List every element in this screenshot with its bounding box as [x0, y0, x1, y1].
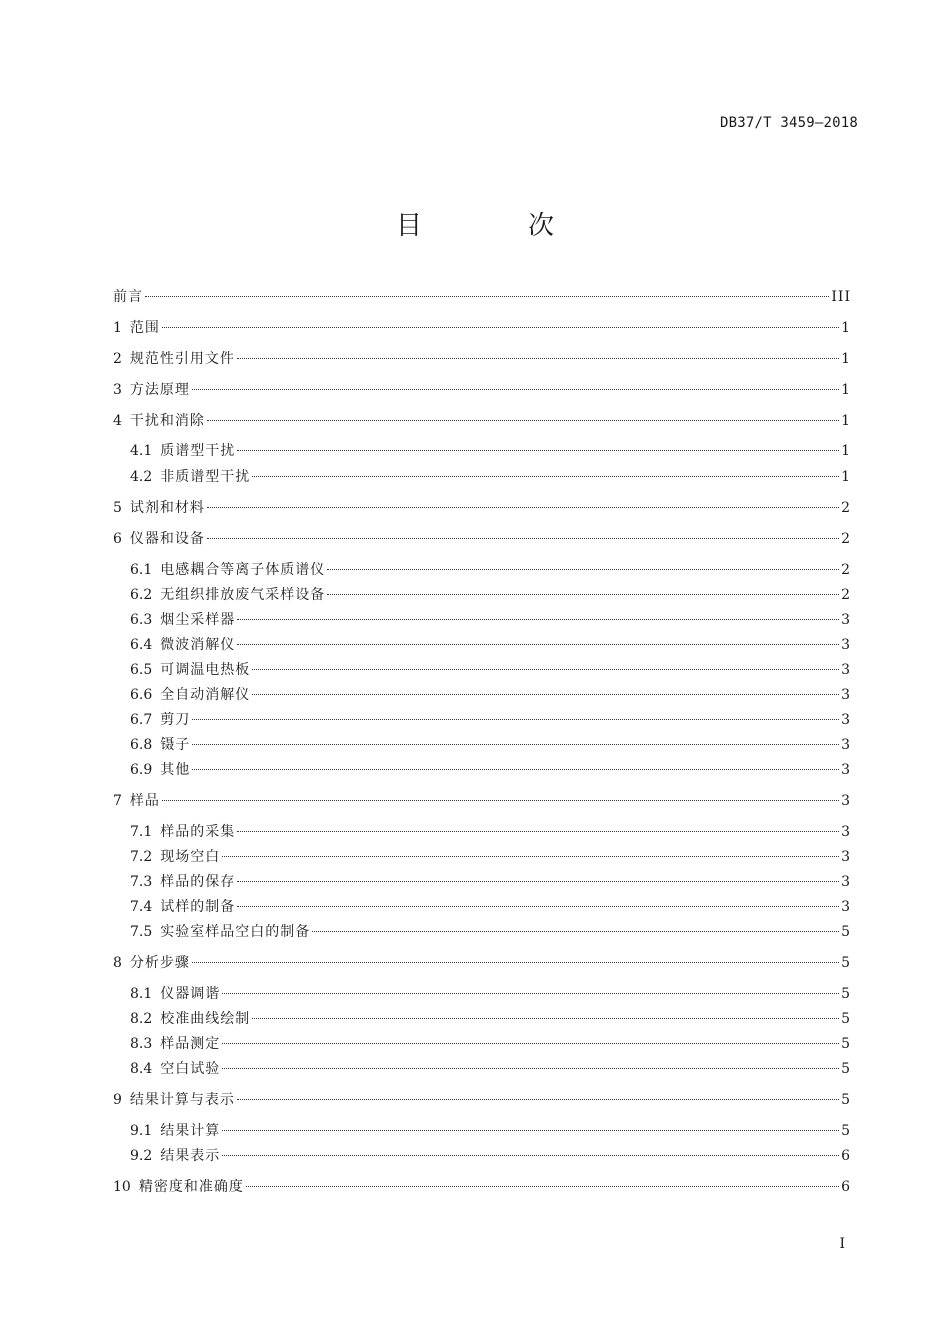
toc-entry[interactable] [130, 1059, 851, 1079]
toc-entry[interactable] [130, 560, 851, 580]
toc-entry-page: 3 [841, 662, 851, 678]
toc-entry[interactable] [130, 441, 851, 461]
toc-entry-page: 2 [841, 562, 851, 578]
toc-entry-number: 7.5 [130, 924, 153, 940]
toc-entry-page: 3 [841, 762, 851, 778]
toc-entry-number: 6.7 [130, 712, 153, 728]
toc-entry-title: 现场空白 [160, 849, 221, 865]
toc-entry-title: 微波消解仪 [160, 637, 236, 653]
dot-leader [222, 856, 839, 857]
toc-entry-page: 1 [841, 382, 851, 398]
toc-entry[interactable] [130, 685, 851, 705]
toc-entry-title: 空白试验 [160, 1061, 221, 1077]
toc-entry-page: 3 [841, 793, 851, 809]
toc-entry-number: 7.1 [130, 824, 153, 840]
toc-entry-page: 1 [841, 413, 851, 429]
toc-entry[interactable] [130, 710, 851, 730]
toc-entry-number: 6.9 [130, 762, 153, 778]
toc-entry-number: 6.4 [130, 637, 153, 653]
dot-leader [162, 327, 839, 328]
dot-leader [237, 881, 839, 882]
toc-entry-page: 1 [841, 443, 851, 459]
toc-entry-title: 规范性引用文件 [129, 351, 235, 367]
toc-entry-title: 剪刀 [160, 712, 191, 728]
toc-entry-title: 范围 [129, 320, 160, 336]
toc-entry[interactable] [130, 984, 851, 1004]
toc-entry[interactable] [130, 467, 851, 487]
toc-entry[interactable] [130, 585, 851, 605]
toc-entry[interactable] [130, 897, 851, 917]
dot-leader [252, 1018, 839, 1019]
toc-entry-title: 分析步骤 [129, 955, 190, 971]
toc-entry-page: 5 [841, 1011, 851, 1027]
toc-entry-page: 3 [841, 849, 851, 865]
dot-leader [237, 644, 839, 645]
dot-leader [222, 1130, 839, 1131]
toc-entry-title: 仪器和设备 [129, 531, 205, 547]
dot-leader [246, 1186, 839, 1187]
toc-entry-number: 8.3 [130, 1036, 153, 1052]
toc-entry-title: 电感耦合等离子体质谱仪 [160, 562, 326, 578]
toc-entry-number: 6.1 [130, 562, 153, 578]
toc-entry-number: 9 [113, 1092, 122, 1108]
toc-entry[interactable] [130, 922, 851, 942]
toc-entry-page: 3 [841, 612, 851, 628]
toc-entry-title: 校准曲线绘制 [160, 1011, 251, 1027]
standard-number: DB37/T 3459—2018 [719, 115, 858, 131]
dot-leader [327, 594, 839, 595]
dot-leader [192, 719, 839, 720]
toc-entry-number: 4 [113, 413, 122, 429]
toc-entry[interactable] [130, 1009, 851, 1029]
toc-entry[interactable] [130, 1146, 851, 1166]
toc-entry-title: 精密度和准确度 [138, 1179, 244, 1195]
toc-entry-page: 3 [841, 637, 851, 653]
toc-entry-number: 4.1 [130, 443, 153, 459]
toc-entry-number: 6.5 [130, 662, 153, 678]
toc-entry-page: 5 [841, 986, 851, 1002]
toc-entry[interactable] [113, 791, 851, 811]
toc-entry-page: 2 [841, 587, 851, 603]
toc-entry-page: 3 [841, 687, 851, 703]
toc-entry-number: 8.2 [130, 1011, 153, 1027]
toc-entry-number: 6.3 [130, 612, 153, 628]
toc-entry-title: 全自动消解仪 [160, 687, 251, 703]
dot-leader [207, 507, 839, 508]
toc-entry[interactable] [113, 380, 851, 400]
dot-leader [237, 831, 839, 832]
toc-entry-title: 样品 [129, 793, 160, 809]
toc-entry-number: 8.1 [130, 986, 153, 1002]
toc-entry-title: 结果计算 [160, 1123, 221, 1139]
toc-entry-number: 7.3 [130, 874, 153, 890]
toc-entry-title: 仪器调谐 [160, 986, 221, 1002]
toc-entry-page: 3 [841, 899, 851, 915]
toc-entry-page: 1 [841, 351, 851, 367]
toc-entry-page: 3 [841, 737, 851, 753]
toc-entry[interactable] [130, 735, 851, 755]
toc-entry-title: 镊子 [160, 737, 191, 753]
toc-entry-title: 干扰和消除 [129, 413, 205, 429]
dot-leader [312, 931, 839, 932]
toc-entry-page: 3 [841, 874, 851, 890]
toc-entry-page: 5 [841, 955, 851, 971]
dot-leader [222, 993, 839, 994]
toc-entry-number: 6 [113, 531, 122, 547]
toc-entry-number: 9.1 [130, 1123, 153, 1139]
toc-entry-title: 其他 [160, 762, 191, 778]
dot-leader [252, 669, 839, 670]
toc-entry-title: 样品的采集 [160, 824, 236, 840]
toc-entry-page: 1 [841, 320, 851, 336]
toc-entry-number: 7 [113, 793, 122, 809]
dot-leader [207, 420, 839, 421]
toc-entry-page: III [831, 289, 851, 305]
toc-entry-title: 前言 [113, 289, 143, 305]
dot-leader [327, 569, 839, 570]
toc-entry-page: 3 [841, 712, 851, 728]
toc-entry-title: 可调温电热板 [160, 662, 251, 678]
dot-leader [192, 744, 839, 745]
toc-entry[interactable] [130, 1034, 851, 1054]
toc-entry-number: 6.8 [130, 737, 153, 753]
toc-entry-number: 6.6 [130, 687, 153, 703]
toc-entry-number: 9.2 [130, 1148, 153, 1164]
toc-entry[interactable] [113, 953, 851, 973]
dot-leader [222, 1155, 839, 1156]
toc-entry-title: 样品的保存 [160, 874, 236, 890]
toc-entry-number: 10 [113, 1179, 131, 1195]
dot-leader [192, 769, 839, 770]
toc-entry-number: 5 [113, 500, 122, 516]
toc-entry[interactable] [113, 349, 851, 369]
toc-entry-number: 8.4 [130, 1061, 153, 1077]
toc-entry-number: 7.2 [130, 849, 153, 865]
toc-entry-page: 5 [841, 1036, 851, 1052]
toc-entry[interactable] [130, 760, 851, 780]
dot-leader [237, 1099, 839, 1100]
dot-leader [237, 906, 839, 907]
dot-leader [162, 800, 839, 801]
dot-leader [237, 358, 839, 359]
dot-leader [192, 962, 839, 963]
toc-entry-title: 结果表示 [160, 1148, 221, 1164]
toc-entry[interactable] [113, 1090, 851, 1110]
toc-entry-page: 1 [841, 469, 851, 485]
dot-leader [237, 619, 839, 620]
toc-entry-title: 样品测定 [160, 1036, 221, 1052]
toc-entry-page: 5 [841, 1123, 851, 1139]
dot-leader [145, 296, 829, 297]
toc-entry[interactable] [130, 822, 851, 842]
toc-entry[interactable] [130, 635, 851, 655]
dot-leader [252, 476, 839, 477]
toc-entry-title: 方法原理 [129, 382, 190, 398]
toc-entry[interactable] [130, 847, 851, 867]
dot-leader [222, 1043, 839, 1044]
toc-entry-page: 5 [841, 924, 851, 940]
page-number: I [839, 1236, 845, 1252]
toc-entry-number: 4.2 [130, 469, 153, 485]
toc-entry-number: 8 [113, 955, 122, 971]
toc-entry-title: 非质谱型干扰 [160, 469, 251, 485]
toc-entry-page: 5 [841, 1061, 851, 1077]
dot-leader [237, 450, 839, 451]
toc-entry-number: 2 [113, 351, 122, 367]
toc-entry[interactable] [113, 411, 851, 431]
toc-entry-title: 无组织排放废气采样设备 [160, 587, 326, 603]
toc-entry-number: 3 [113, 382, 122, 398]
toc-entry[interactable] [113, 498, 851, 518]
toc-entry-title: 质谱型干扰 [160, 443, 236, 459]
toc-entry-title: 实验室样品空白的制备 [160, 924, 311, 940]
toc-entry[interactable] [113, 529, 851, 549]
toc-entry[interactable] [130, 660, 851, 680]
toc-entry-number: 6.2 [130, 587, 153, 603]
page-title: 目 次 [395, 211, 594, 241]
toc-entry-title: 试剂和材料 [129, 500, 205, 516]
toc-entry-number: 7.4 [130, 899, 153, 915]
dot-leader [192, 389, 839, 390]
toc-entry[interactable] [130, 872, 851, 892]
toc-entry[interactable] [113, 287, 851, 307]
toc-entry[interactable] [113, 1177, 851, 1197]
toc-entry-page: 3 [841, 824, 851, 840]
toc-entry[interactable] [113, 318, 851, 338]
toc-entry-title: 试样的制备 [160, 899, 236, 915]
toc-entry-page: 5 [841, 1092, 851, 1108]
toc-entry-page: 6 [841, 1179, 851, 1195]
dot-leader [252, 694, 839, 695]
toc-entry-title: 烟尘采样器 [160, 612, 236, 628]
toc-entry[interactable] [130, 1121, 851, 1141]
toc-entry-page: 2 [841, 500, 851, 516]
dot-leader [207, 538, 839, 539]
toc-entry-page: 2 [841, 531, 851, 547]
toc-entry[interactable] [130, 610, 851, 630]
toc-entry-title: 结果计算与表示 [129, 1092, 235, 1108]
dot-leader [222, 1068, 839, 1069]
toc-entry-page: 6 [841, 1148, 851, 1164]
toc-entry-number: 1 [113, 320, 122, 336]
